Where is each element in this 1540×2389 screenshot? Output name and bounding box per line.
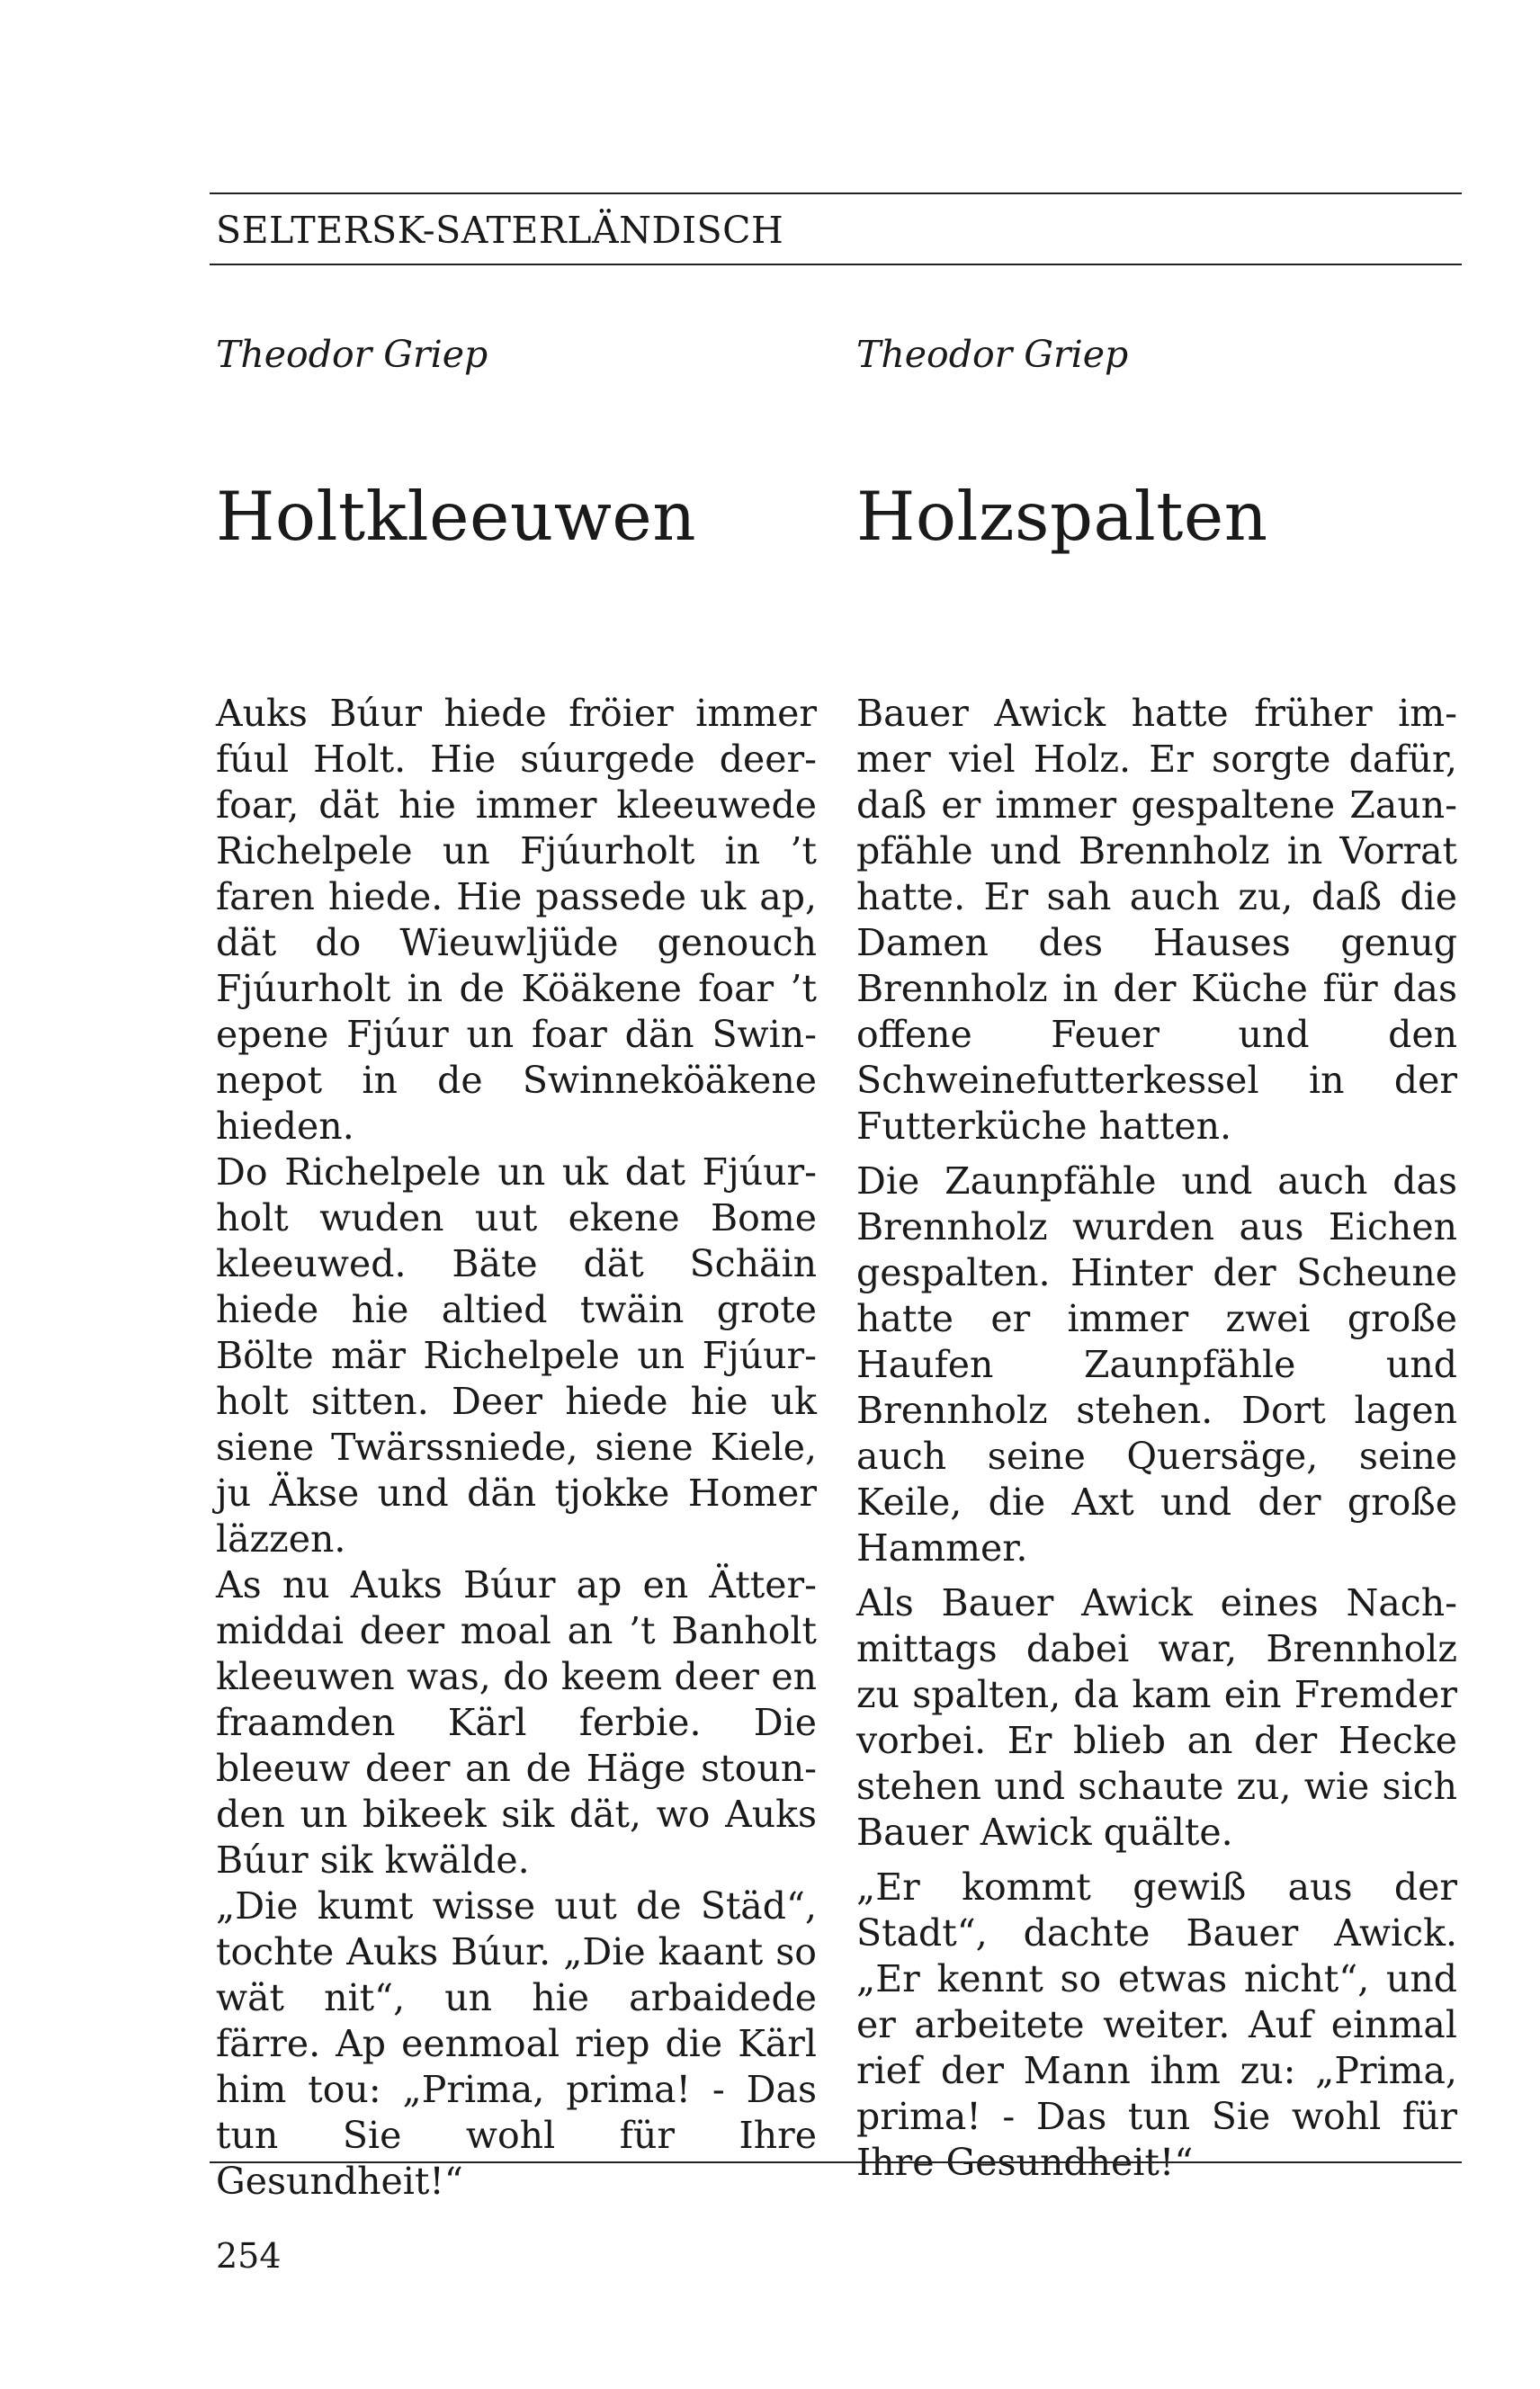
title-german: Holzspalten (856, 477, 1268, 556)
paragraph: As nu Auks Búur ap en Ättermiddai deer moal an ’t Banholt kleeuwen was, do keem deer en fraamden Kärl ferbie. Die bleeuw deer an de Häge stounden un bikeek sik dät, wo Auks Búur sik kwälde. (216, 1563, 817, 1882)
german-column (856, 0, 1457, 2389)
author-saterland: Theodor Griep (216, 333, 488, 376)
author-german: Theodor Griep (856, 333, 1129, 376)
paragraph: Die Zaunpfähle und auch das Brennholz wurden aus Eichen gespalten. Hinter der Scheune hatte er immer zwei große Haufen Zaunpfähle und Brennholz stehen. Dort lagen auch seine Quersäge, seine Keile, die Axt und der große Hammer. (856, 1159, 1457, 1570)
title-saterland: Holtkleeuwen (216, 477, 697, 556)
body-german (856, 691, 1457, 2186)
paragraph: Do Richelpele un uk dat Fjúurholt wuden uut ekene Bome kleeuwed. Bäte dät Schäin hiede hie altied twäin grote Bölte mär Richelpele un Fjúurholt sitten. Deer hiede hie uk siene Twärssniede, siene Kiele, ju Äkse und dän tjokke Homer läzzen. (216, 1150, 817, 1561)
saterland-column (216, 0, 817, 2389)
paragraph: Als Bauer Awick eines Nachmittags dabei war, Brennholz zu spalten, da kam ein Fremder vorbei. Er blieb an der Hecke stehen und schaute zu, wie sich Bauer Awick quälte. (856, 1581, 1457, 1854)
page-number: 254 (216, 2236, 282, 2276)
paragraph: Auks Búur hiede fröier immer fúul Holt. Hie súurgede deerfoar, dät hie immer kleeuwede Richelpele un Fjúurholt in ’t faren hiede. Hie passede uk ap, dät do Wieuwljüde genouch Fjúurholt in de Köäkene foar ’t epene Fjúur un foar dän Swinnepot in de Swinneköäkene hieden. (216, 692, 817, 1148)
paragraph: „Die kumt wisse uut de Städ“, tochte Auks Búur. „Die kaant so wät nit“, un hie arbaidede färre. Ap eenmoal riep die Kärl him tou: „Prima, prima! - Das tun Sie wohl für Ihre Gesundheit!“ (216, 1884, 817, 2203)
footer-rule (210, 2161, 1462, 2163)
paragraph: Bauer Awick hatte früher immer viel Holz. Er sorgte dafür, daß er immer gespaltene Zaunpfähle und Brennholz in Vorrat hatte. Er sah auch zu, daß die Damen des Hauses genug Brennholz in der Küche für das offene Feuer und den Schweinefutterkessel in der Futterküche hatten. (856, 692, 1457, 1148)
body-saterland (216, 691, 817, 2205)
section-title: SELTERSK-SATERLÄNDISCH (216, 209, 784, 252)
paragraph: „Er kommt gewiß aus der Stadt“, dachte Bauer Awick. „Er kennt so etwas nicht“, und er arbeitete weiter. Auf einmal rief der Mann ihm zu: „Prima, prima! - Das tun Sie wohl für Ihre Gesundheit!“ (856, 1866, 1457, 2184)
